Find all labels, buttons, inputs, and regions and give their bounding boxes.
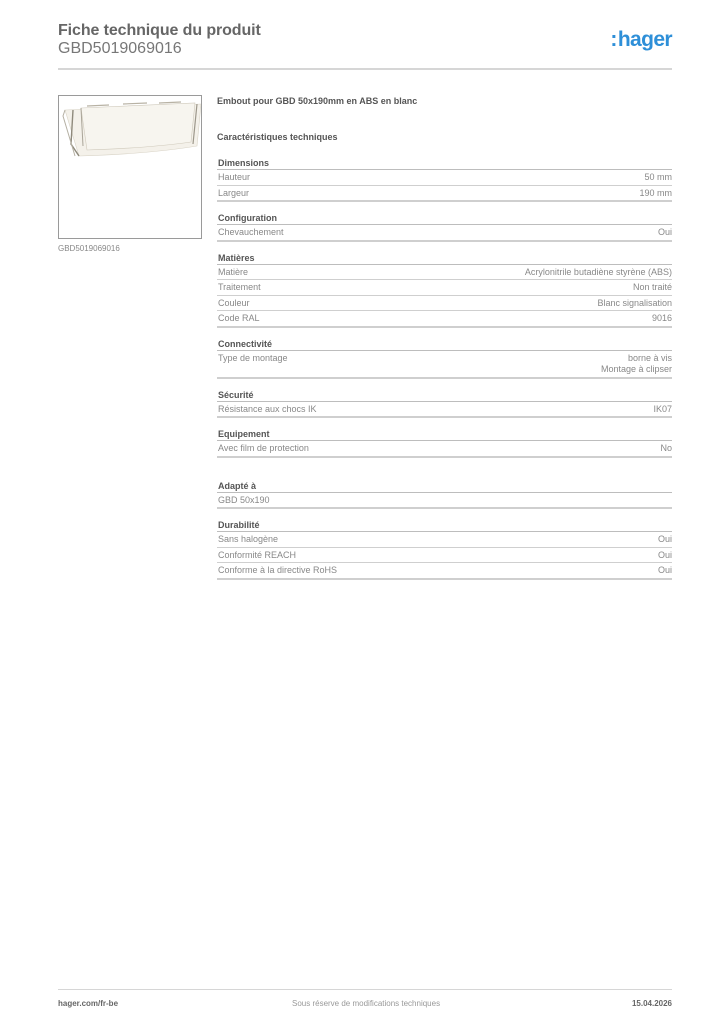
spec-value: Montage à clipser <box>600 363 672 374</box>
spec-value: Non traité <box>632 282 672 292</box>
section-configuration <box>217 212 672 242</box>
section-securite <box>217 389 672 419</box>
spec-row <box>217 493 672 510</box>
spacer <box>217 468 672 480</box>
section-title: Durabilité <box>217 519 672 532</box>
section-title: Equipement <box>217 428 672 441</box>
spec-row <box>217 311 672 328</box>
spec-row <box>217 563 672 580</box>
page-footer <box>58 999 672 1011</box>
section-title: Sécurité <box>217 389 672 402</box>
logo-colon: : <box>610 28 617 51</box>
spec-value: Oui <box>657 565 672 575</box>
section-dimensions <box>217 157 672 202</box>
spec-label: Conformité REACH <box>218 549 297 560</box>
spec-label: Matière <box>218 266 249 277</box>
spec-label: Résistance aux chocs IK <box>218 403 317 414</box>
footer-divider <box>58 989 672 990</box>
footer-disclaimer: Sous réserve de modifications techniques <box>292 999 441 1008</box>
page-header <box>58 22 672 70</box>
section-matieres <box>217 252 672 328</box>
spec-label: GBD 50x190 <box>218 494 270 505</box>
spec-value: IK07 <box>653 403 672 414</box>
spec-label: Avec film de protection <box>218 443 309 453</box>
spec-value: borne à vis <box>627 352 672 363</box>
spec-row <box>217 532 672 548</box>
section-title: Configuration <box>217 212 672 225</box>
product-photo-icon <box>59 96 201 238</box>
spec-value: Acrylonitrile butadiène styrène (ABS) <box>524 266 672 277</box>
header-divider <box>58 68 672 70</box>
spec-label: Type de montage <box>218 352 288 363</box>
section-title: Connectivité <box>217 338 672 351</box>
spec-content <box>217 95 672 590</box>
document-title: Fiche technique du produit <box>58 22 261 39</box>
hager-logo <box>610 28 672 52</box>
section-title: Matières <box>217 252 672 265</box>
product-image <box>58 95 202 239</box>
spec-row <box>217 296 672 312</box>
spec-value: 50 mm <box>644 172 672 182</box>
spec-label: Couleur <box>218 297 250 308</box>
spec-label: Hauteur <box>218 172 251 182</box>
product-reference: GBD5019069016 <box>58 40 182 57</box>
section-title: Adapté à <box>217 480 672 493</box>
spec-value: Oui <box>657 534 672 544</box>
spec-row <box>217 402 672 419</box>
spec-row <box>217 265 672 281</box>
spec-label: Conforme à la directive RoHS <box>218 565 338 575</box>
section-connectivite <box>217 338 672 379</box>
image-caption: GBD5019069016 <box>58 244 120 253</box>
spec-value: Oui <box>657 227 672 237</box>
spec-label: Chevauchement <box>218 227 284 237</box>
spec-value: 190 mm <box>639 187 672 198</box>
spec-label: Largeur <box>218 187 250 198</box>
technical-characteristics-heading: Caractéristiques techniques <box>217 132 338 142</box>
spec-row <box>217 280 672 296</box>
spec-row <box>217 186 672 203</box>
section-durabilite <box>217 519 672 580</box>
spec-value-multi <box>601 353 672 375</box>
section-title: Dimensions <box>217 157 672 170</box>
spec-label: Traitement <box>218 282 261 292</box>
footer-date: 15.04.2026 <box>631 999 672 1008</box>
footer-website-link[interactable]: hager.com/fr-be <box>58 999 119 1008</box>
spec-row <box>217 351 672 379</box>
spec-label: Code RAL <box>218 313 260 323</box>
spec-row <box>217 548 672 564</box>
spec-row <box>217 225 672 242</box>
spec-value: 9016 <box>651 313 672 323</box>
spec-value: Oui <box>657 549 672 560</box>
spec-value: No <box>660 443 672 453</box>
logo-text: hager <box>617 28 672 51</box>
product-description: Embout pour GBD 50x190mm en ABS en blanc <box>217 96 418 106</box>
spec-value: Blanc signalisation <box>597 297 672 308</box>
spec-row <box>217 170 672 186</box>
section-adapte-a <box>217 480 672 510</box>
section-equipement <box>217 428 672 458</box>
spec-label: Sans halogène <box>218 534 279 544</box>
spec-row <box>217 441 672 458</box>
